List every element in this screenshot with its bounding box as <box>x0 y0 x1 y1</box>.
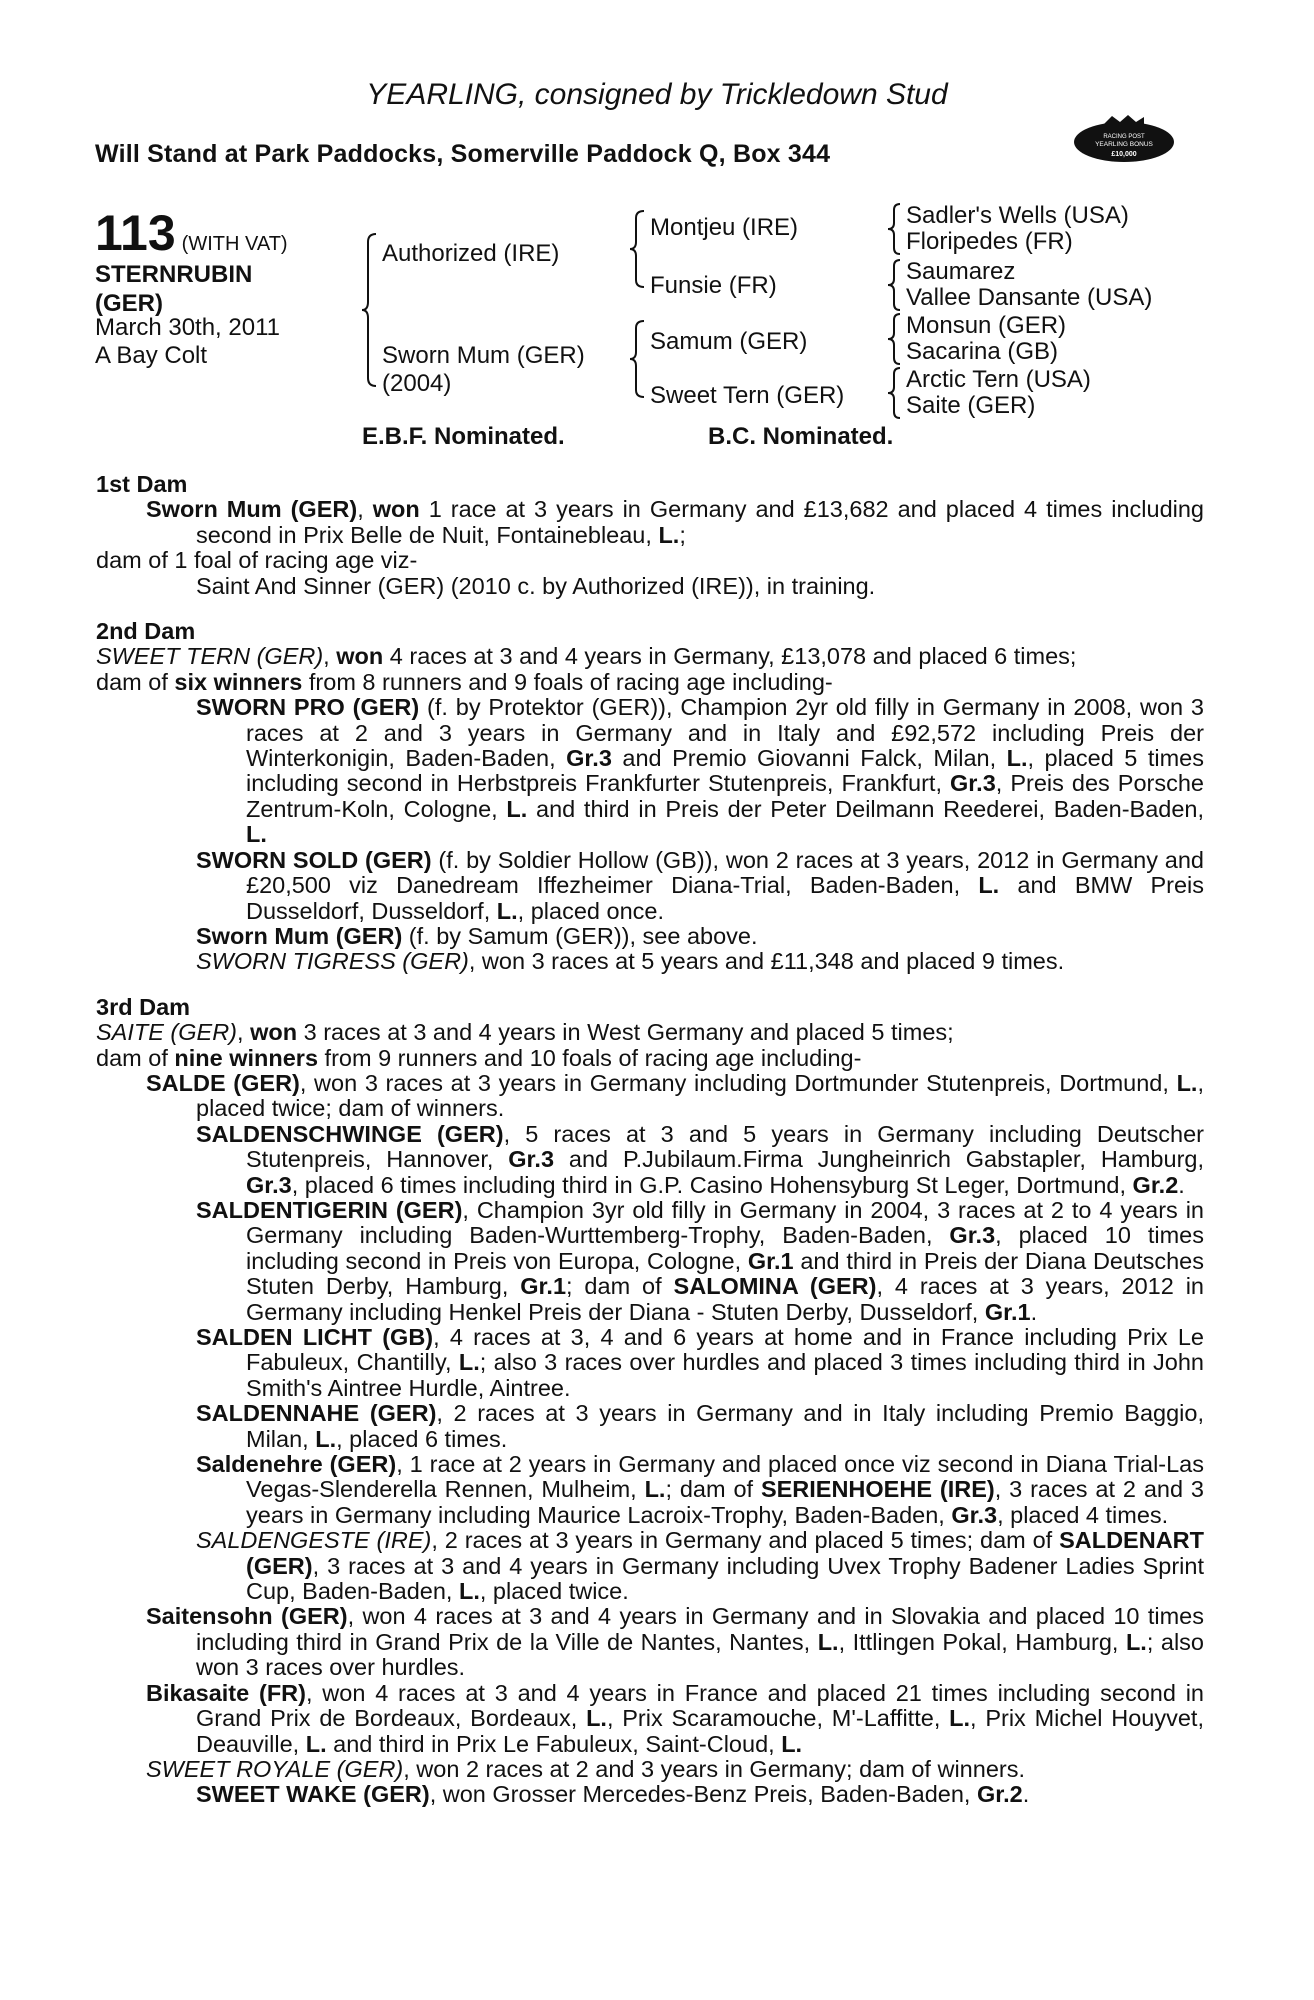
badge-line-3: £10,000 <box>1111 151 1137 158</box>
pedigree-brace-4 <box>886 202 904 256</box>
pedigree-ssd: Floripedes (FR) <box>906 228 1073 255</box>
page-title: YEARLING, consigned by Trickledown Stud <box>366 78 948 111</box>
third-dam-grandproduce-7: SWEET WAKE (GER), won Grosser Mercedes-Benz Preis, Baden-Baden, Gr.2. <box>196 1781 1030 1808</box>
third-dam-entry: SAITE (GER), won 3 races at 3 and 4 years in West Germany and placed 5 times; <box>96 1019 954 1046</box>
pedigree-dam-dam: Sweet Tern (GER) <box>650 382 845 409</box>
horse-details <box>95 314 280 370</box>
foaling-date: March 30th, 2011 <box>95 314 281 341</box>
yearling-bonus-badge <box>1072 112 1176 168</box>
pedigree-dam-sire: Samum (GER) <box>650 328 808 355</box>
pedigree-dds: Arctic Tern (USA) <box>906 366 1091 393</box>
third-dam-produce-3: Bikasaite (FR), won 4 races at 3 and 4 years in France and placed 21 times including second in Grand Prix de Bordeaux, Bordeaux, L., Prix Scaramouche, M'-Laffitte, L., Prix Michel Houyvet, Deauville, L. and third in Prix Le Fabuleux, Saint-Cloud, L. <box>146 1679 1204 1757</box>
third-dam-grandproduce-2: SALDENTIGERIN (GER), Champion 3yr old filly in Germany in 2004, 3 races at 2 to 4 years in Germany including Baden-Wurttemberg-Trophy, Baden-Baden, Gr.3, placed 10 times including second in Preis von Europa, Cologne, Gr.1 and third in Preis der Diana Deutsches Stuten Derby, Hamburg, Gr.1; dam of SALOMINA (GER), 4 races at 3 years, 2012 in Germany including Henkel Preis der Diana - Stuten Derby, Dusseldorf, Gr.1. <box>196 1196 1205 1325</box>
stand-location: Will Stand at Park Paddocks, Somerville Paddock Q, Box 344 <box>95 140 831 168</box>
section-heading-2nd-dam: 2nd Dam <box>96 618 196 645</box>
first-dam-produce-intro: dam of 1 foal of racing age viz- <box>96 547 418 574</box>
pedigree-sire-sire: Montjeu (IRE) <box>650 214 799 241</box>
pedigree-brace-7 <box>886 366 904 420</box>
pedigree-brace-3 <box>628 318 648 400</box>
second-dam-produce-intro: dam of six winners from 8 runners and 9 foals of racing age including- <box>96 668 833 695</box>
pedigree-sds: Saumarez <box>906 258 1016 285</box>
pedigree-dam-year: (2004) <box>382 370 452 397</box>
horse-description: A Bay Colt <box>95 342 208 369</box>
lot-number-block <box>95 205 288 261</box>
badge-line-1: RACING POST <box>1103 134 1145 140</box>
horse-name-line-1: STERNRUBIN <box>95 261 253 288</box>
pedigree-dam-name: Sworn Mum (GER) <box>382 342 585 369</box>
second-dam-produce-1: SWORN PRO (GER) (f. by Protektor (GER)), Champion 2yr old filly in Germany in 2008, won 3 races at 2 and 3 years in Germany and in Italy and £92,572 including Preis der Winterkonigin, Baden-Baden, Gr.3 and Premio Giovanni Falck, Milan, L., placed 5 times including second in Herbstpreis Frankfurter Stutenpreis, Frankfurt, Gr.3, Preis des Porsche Zentrum-Koln, Cologne, L. and third in Preis der Peter Deilmann Reederei, Baden-Baden, L. <box>196 694 1205 848</box>
section-heading-1st-dam: 1st Dam <box>96 471 188 497</box>
pedigree-brace-6 <box>886 312 904 366</box>
pedigree-sire: Authorized (IRE) <box>382 240 560 267</box>
second-dam-produce-3: Sworn Mum (GER) (f. by Samum (GER)), see above. <box>196 922 758 949</box>
pedigree-dam <box>382 342 585 398</box>
third-dam-grandproduce-3: SALDEN LICHT (GB), 4 races at 3, 4 and 6 years at home and in France including Prix Le Fabuleux, Chantilly, L.; also 3 races over hurdles and placed 3 times including third in John Smith's Aintree Hurdle, Aintree. <box>196 1324 1204 1401</box>
third-dam-produce-1: SALDE (GER), won 3 races at 3 years in Germany including Dortmunder Stutenpreis, Dortmund, L., placed twice; dam of winners. <box>146 1069 1204 1122</box>
first-dam-entry: Sworn Mum (GER), won 1 race at 3 years in Germany and £13,682 and placed 4 times including second in Prix Belle de Nuit, Fontainebleau, L.; <box>146 496 1204 548</box>
third-dam-produce-2: Saitensohn (GER), won 4 races at 3 and 4 years in Germany and in Slovakia and placed 10 times including third in Grand Prix de la Ville de Nantes, Nantes, L., Ittlingen Pokal, Hamburg, L.; also won 3 races over hurdles. <box>146 1603 1204 1681</box>
pedigree-dss: Monsun (GER) <box>906 312 1067 339</box>
third-dam-grandproduce-6: SALDENGESTE (IRE), 2 races at 3 years in Germany and placed 5 times; dam of SALDENART (GER), 3 races at 3 and 4 years in Germany including Uvex Trophy Badener Ladies Sprint Cup, Baden-Baden, L., placed twice. <box>196 1527 1204 1605</box>
pedigree-dsd: Sacarina (GB) <box>906 338 1059 365</box>
bc-nomination: B.C. Nominated. <box>708 423 894 450</box>
first-dam-produce-1: Saint And Sinner (GER) (2010 c. by Authorized (IRE)), in training. <box>196 572 876 599</box>
pedigree-ddd: Saite (GER) <box>906 392 1036 419</box>
third-dam-produce-4: SWEET ROYALE (GER), won 2 races at 2 and 3 years in Germany; dam of winners. <box>146 1755 1025 1782</box>
third-dam-produce-intro: dam of nine winners from 9 runners and 10 foals of racing age including- <box>96 1044 862 1071</box>
second-dam-entry: SWEET TERN (GER), won 4 races at 3 and 4 years in Germany, £13,078 and placed 6 times; <box>96 643 1077 670</box>
second-dam-produce-2: SWORN SOLD (GER) (f. by Soldier Hollow (GB)), won 2 races at 3 years, 2012 in Germany and £20,500 viz Danedream Iffezheimer Diana-Trial, Baden-Baden, L. and BMW Preis Dusseldorf, Dusseldorf, L., placed once. <box>196 846 1204 924</box>
catalogue-body <box>96 472 1204 1808</box>
second-dam-produce-4: SWORN TIGRESS (GER), won 3 races at 5 years and £11,348 and placed 9 times. <box>196 948 1065 975</box>
vat-note: (WITH VAT) <box>181 233 288 255</box>
ebf-nomination: E.B.F. Nominated. <box>362 423 565 450</box>
pedigree-sss: Sadler's Wells (USA) <box>906 202 1129 229</box>
third-dam-grandproduce-1: SALDENSCHWINGE (GER), 5 races at 3 and 5 years in Germany including Deutscher Stutenpreis, Hannover, Gr.3 and P.Jubilaum.Firma Jungheinrich Gabstapler, Hamburg, Gr.3, placed 6 times including third in G.P. Casino Hohensyburg St Leger, Dortmund, Gr.2. <box>196 1120 1204 1198</box>
lot-number: 113 <box>95 205 176 261</box>
third-dam-grandproduce-4: SALDENNAHE (GER), 2 races at 3 years in Germany and in Italy including Premio Baggio, Milan, L., placed 6 times. <box>196 1400 1204 1452</box>
third-dam-grandproduce-5: Saldenehre (GER), 1 race at 2 years in Germany and placed once viz second in Diana Trial-Las Vegas-Slenderella Rennen, Mulheim, L.; dam of SERIENHOEHE (IRE), 3 races at 2 and 3 years in Germany including Maurice Lacroix-Trophy, Baden-Baden, Gr.3, placed 4 times. <box>196 1451 1205 1528</box>
pedigree-brace-1 <box>360 230 380 390</box>
pedigree-brace-2 <box>628 208 648 290</box>
horse-name <box>95 260 252 318</box>
pedigree-brace-5 <box>886 258 904 312</box>
section-heading-3rd-dam: 3rd Dam <box>96 993 191 1020</box>
pedigree-sdd: Vallee Dansante (USA) <box>906 284 1153 311</box>
horse-name-line-2: (GER) <box>95 290 163 317</box>
badge-line-2: YEARLING BONUS <box>1095 141 1153 148</box>
pedigree-sire-dam: Funsie (FR) <box>650 272 777 299</box>
